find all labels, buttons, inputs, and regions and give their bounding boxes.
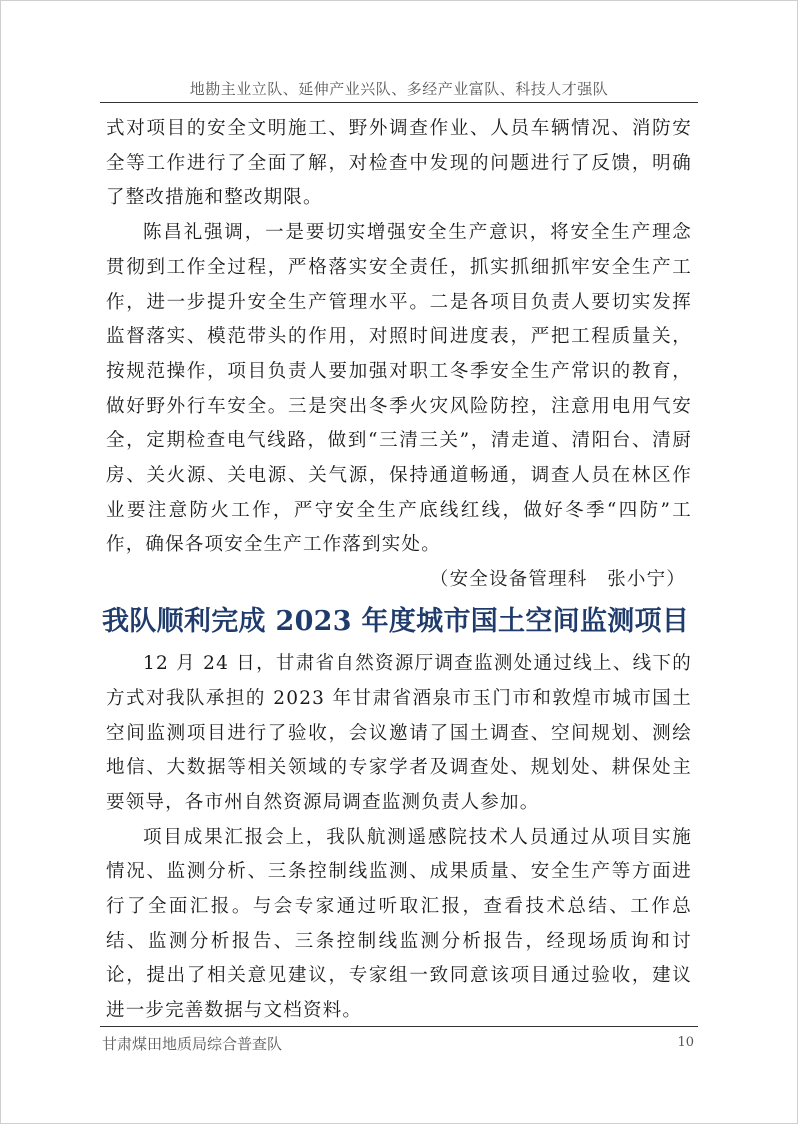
article1-paragraph: 陈昌礼强调，一是要切实增强安全生产意识，将安全生产理念贯彻到工作全过程，严格落实安全责任，抓实抓细抓牢安全生产工作，进一步提升安全生产管理水平。二是各项目负责人要切实发挥监督落实、模范带头的作用，对照时间进度表，严把工程质量关，按规范操作，项目负责人要加强对职工冬季安全生产常识的教育，做好野外行车安全。三是突出冬季火灾风险防控，注意用电用气安全，定期检查电气线路，做到“三清三关”，清走道、清阳台、清厨房、关火源、关电源、关气源，保持通道畅通，调查人员在林区作业要注意防火工作，严守安全生产底线红线，做好冬季“四防”工作，确保各项安全生产工作落到实处。	[106, 222, 692, 556]
footer-divider	[100, 1026, 698, 1027]
header-divider	[100, 102, 698, 103]
article2-paragraph-2: 项目成果汇报会上，我队航测遥感院技术人员通过从项目实施情况、监测分析、三条控制线监测、成果质量、安全生产等方面进行了全面汇报。与会专家通过听取汇报，查看技术总结、工作总结、监测分析报告、三条控制线监测分析报告，经现场质询和讨论，提出了相关意见建议，专家组一致同意该项目通过验收，建议进一步完善数据与文档资料。	[106, 826, 692, 1022]
footer-organization: 甘肃煤田地质局综合普查队	[102, 1035, 283, 1053]
page-number: 10	[677, 1035, 694, 1050]
article1-signature: （安全设备管理科 张小宁）	[429, 569, 686, 591]
article1-continued-paragraph: 式对项目的安全文明施工、野外调查作业、人员车辆情况、消防安全等工作进行了全面了解，对检查中发现的问题进行了反馈，明确了整改措施和整改期限。	[106, 118, 692, 209]
article2-title: 我队顺利完成 2023 年度城市国土空间监测项目	[102, 606, 690, 638]
page-header-slogan: 地勘主业立队、延伸产业兴队、多经产业富队、科技人才强队	[189, 80, 609, 98]
page-body	[102, 112, 692, 1029]
article2-paragraph-1: 12 月 24 日，甘肃省自然资源厅调查监测处通过线上、线下的方式对我队承担的 2023 年甘肃省酒泉市玉门市和敦煌市城市国土空间监测项目进行了验收，会议邀请了国土调查、空间规划、测绘地信、大数据等相关领域的专家学者及调查处、规划处、耕保处主要领导，各市州自然资源局调查监测负责人参加。	[106, 653, 692, 813]
